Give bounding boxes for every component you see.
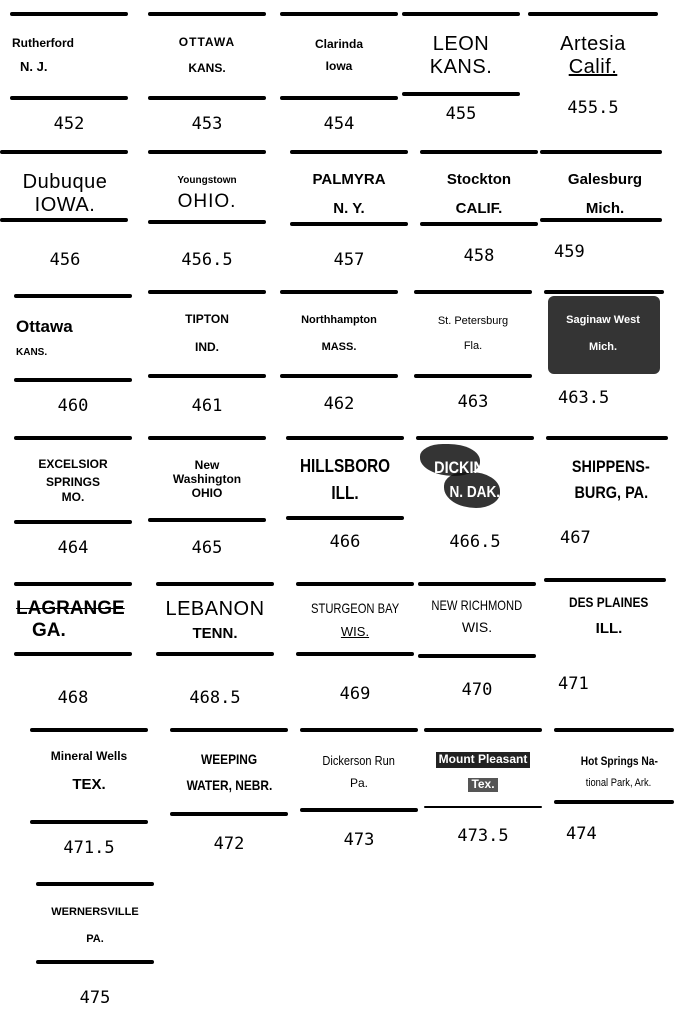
postmark-stamp [412,578,542,654]
postmark-state: IOWA. [34,194,96,216]
catalog-number: 472 [213,834,245,854]
postmark-state: WATER, NEBR. [186,777,272,793]
top-rule [170,728,288,732]
catalog-number: 466.5 [449,532,501,552]
bottom-rule [156,652,274,656]
postmark-stamp [8,442,138,518]
postmark-stamp [4,18,134,94]
postmark-stamp [8,582,138,658]
top-rule [300,728,418,732]
top-rule [424,728,542,732]
postmark-city: LEBANON [165,597,265,620]
postmark-cell-456-5 [142,150,272,295]
catalog-number: 461 [191,396,223,416]
postmark-city: HILLSBORO [299,456,391,477]
top-rule [14,294,132,298]
postmark-stamp [544,578,674,654]
postmark-city: OTTAWA [178,35,236,50]
bottom-rule [554,800,674,804]
bottom-rule [280,96,398,100]
postmark-city: Hot Springs Na- [580,753,658,768]
postmark-cell-458 [414,150,544,295]
bottom-rule [10,96,128,100]
postmark-city: New Washington [172,458,242,487]
postmark-state: ILL. [595,620,623,638]
postmark-stamp [396,18,526,94]
top-rule [540,150,662,154]
postmark-cell-466 [280,436,410,581]
catalog-number: 465 [191,538,223,558]
bottom-rule [300,808,418,812]
postmark-cell-470 [412,582,542,727]
postmark-city: STURGEON BAY [310,600,400,617]
postmark-state: Pa. [349,775,368,790]
postmark-city: Dubuque [22,171,108,193]
postmark-city: Rutherford [12,35,74,50]
postmark-cell-468-5 [150,582,280,727]
postmark-cell-463 [408,290,538,435]
bottom-rule [420,222,538,226]
postmark-state: KANS. [16,347,48,359]
top-rule [148,290,266,294]
postmark-stamp [24,734,154,810]
postmark-cell-465 [142,436,272,581]
postmark-state: N. J. [20,59,48,75]
catalog-number: 453 [191,114,223,134]
catalog-number: 455.5 [567,98,619,118]
bottom-rule [170,812,288,816]
postmark-state: MO. [61,490,85,505]
postmark-state: OHIO [191,485,223,500]
postmark-cell-461 [142,290,272,435]
bottom-rule [280,374,398,378]
postmark-city: EXCELSIOR SPRINGS [38,457,108,490]
bottom-rule [36,960,154,964]
postmark-state: TEX. [72,776,106,794]
postmark-state: BURG, PA. [574,483,648,502]
postmark-cell-468 [8,582,138,727]
postmark-stamp [30,888,160,964]
postmark-city: PALMYRA [312,170,386,188]
postmark-cell-472 [164,728,294,873]
postmark-cell-462 [274,290,404,435]
postmark-state: tional Park, Ark. [586,776,652,789]
bottom-rule [14,652,132,656]
top-rule [416,436,534,440]
postmark-stamp [150,582,280,658]
postmark-stamp [274,18,404,94]
postmark-cell-453 [142,12,272,157]
postmark-cell-457 [284,150,414,295]
catalog-number: 455 [445,104,477,124]
postmark-city: NEW RICHMOND [431,596,523,613]
postmark-stamp [284,156,414,232]
top-rule [286,436,404,440]
postmark-state: OHIO. [177,190,237,212]
catalog-number: 454 [323,114,355,134]
bottom-rule [148,220,266,224]
catalog-number: 473.5 [457,826,509,846]
top-rule [546,436,668,440]
postmark-state: CALIF. [455,200,503,217]
bottom-rule [290,222,408,226]
top-rule [414,290,532,294]
postmark-stamp [142,18,272,94]
catalog-number: 459 [554,242,585,262]
postmark-state: MASS. [321,341,357,353]
catalog-number: 456 [49,250,81,270]
top-rule [10,12,128,16]
postmark-stamp [538,296,668,372]
bottom-rule [148,96,266,100]
postmark-state: Mich. [588,341,618,353]
top-rule [0,150,128,154]
bottom-rule [14,520,132,524]
postmark-stamp [546,442,676,518]
postmark-city: LAGRANGE [16,598,125,620]
postmark-city: Galesburg [567,170,643,188]
bottom-rule [0,218,128,222]
postmark-state: KANS. [429,56,493,78]
catalog-number: 473 [343,830,375,850]
postmark-cell-467 [546,436,676,581]
catalog-number: 463 [457,392,489,412]
postmark-state: WIS. [461,619,493,635]
postmark-city: St. Petersburg [437,315,509,328]
top-rule [544,290,664,294]
postmark-cell-456 [0,150,130,295]
bottom-rule [286,516,404,520]
catalog-number: 458 [463,246,495,266]
bottom-rule [30,820,148,824]
postmark-cell-475 [30,882,160,1027]
catalog-number: 475 [79,988,111,1008]
catalog-number: 471.5 [63,838,115,858]
top-rule [36,882,154,886]
bottom-rule [296,652,414,656]
postmark-state: N. DAK. [449,483,501,501]
top-rule [14,436,132,440]
catalog-number: 469 [339,684,371,704]
postmark-city: DES PLAINES [569,594,649,611]
catalog-number: 464 [57,538,89,558]
postmark-stamp [8,300,138,376]
postmark-stamp [142,442,272,518]
postmark-state: PA. [86,933,104,945]
top-rule [280,12,398,16]
top-rule [148,12,266,16]
postmark-cell-463-5 [544,290,674,435]
catalog-number: 460 [57,396,89,416]
bottom-rule [414,374,532,378]
postmark-state: GA. [32,620,66,641]
postmark-stamp [164,734,294,810]
postmark-stamp [290,582,420,658]
postmark-city: DICKINSON [434,458,516,478]
postmark-stamp [280,442,410,518]
top-rule [148,150,266,154]
bottom-rule [402,92,520,96]
catalog-number: 468 [57,688,89,708]
postmark-state: Iowa [325,59,353,73]
postmark-cell-454 [274,12,404,157]
postmark-stamp [408,296,538,372]
postmark-stamp [528,18,658,94]
postmark-state: ILL. [331,483,359,503]
postmark-stamp [294,734,424,810]
catalog-number: 457 [333,250,365,270]
postmark-cell-473-5 [418,728,548,873]
top-rule [280,290,398,294]
postmark-cell-460 [8,294,138,439]
postmark-cell-464 [8,436,138,581]
postmark-state: N. Y. [333,200,365,217]
postmark-city: Youngstown [177,175,237,187]
postmark-city: SHIPPENS- [572,457,650,477]
postmark-state: Tex. [468,778,497,792]
catalog-number: 467 [560,528,591,548]
postmark-city: Dickerson Run [322,752,396,768]
postmark-stamp [274,296,404,372]
catalog-number: 468.5 [189,688,241,708]
catalog-number: 452 [53,114,85,134]
postmark-state: Mich. [585,200,625,217]
postmark-city: Mineral Wells [50,749,128,764]
postmark-city: Clarinda [314,37,363,52]
catalog-number: 471 [558,674,589,694]
postmark-city: WERNERSVILLE [51,906,139,919]
top-rule [30,728,148,732]
top-rule [420,150,538,154]
catalog-number: 470 [461,680,493,700]
postmark-state: KANS. [188,61,226,75]
postmark-stamp [554,734,684,810]
postmark-state: Fla. [463,340,483,352]
postmark-cell-469 [290,582,420,727]
postmark-state: IND. [195,340,219,354]
catalog-number: 466 [329,532,361,552]
top-rule [528,12,658,16]
postmark-stamp [418,734,548,810]
catalog-number: 462 [323,394,355,414]
catalog-number: 463.5 [558,388,610,408]
top-rule [402,12,520,16]
top-rule [290,150,408,154]
postmark-cell-455-5 [528,12,658,157]
top-rule [554,728,674,732]
postmark-city: Ottawa [16,317,73,337]
postmark-state: Calif. [568,56,618,78]
postmark-city: TIPTON [185,312,229,327]
catalog-number: 456.5 [181,250,233,270]
bottom-rule [540,218,662,222]
postmark-state: TENN. [192,624,238,642]
postmark-city: Northhampton [301,314,377,327]
postmark-city: Mount Pleasant [436,752,531,768]
bottom-rule [14,378,132,382]
postmark-city: WEEPING [200,750,258,767]
postmark-cell-466-5 [410,436,540,581]
postmark-stamp [414,156,544,232]
bottom-rule [148,518,266,522]
bottom-rule [418,654,536,658]
bottom-rule [148,374,266,378]
postmark-cell-471 [544,578,674,723]
postmark-cell-471-5 [24,728,154,873]
postmark-cell-474 [554,728,684,873]
postmark-stamp [410,442,540,518]
postmark-cell-452 [4,12,134,157]
bottom-rule [424,806,542,808]
top-rule [148,436,266,440]
postmark-cell-455 [396,12,526,157]
catalog-number: 474 [566,824,597,844]
postmark-city: LEON [432,33,490,55]
postmark-city: Stockton [446,170,512,188]
postmark-stamp [142,296,272,372]
postmark-state: WIS. [340,623,370,639]
postmark-cell-473 [294,728,424,873]
postmark-city: Artesia [560,33,626,55]
postmark-city: Saginaw West [566,314,640,327]
postmark-cell-459 [540,150,670,295]
